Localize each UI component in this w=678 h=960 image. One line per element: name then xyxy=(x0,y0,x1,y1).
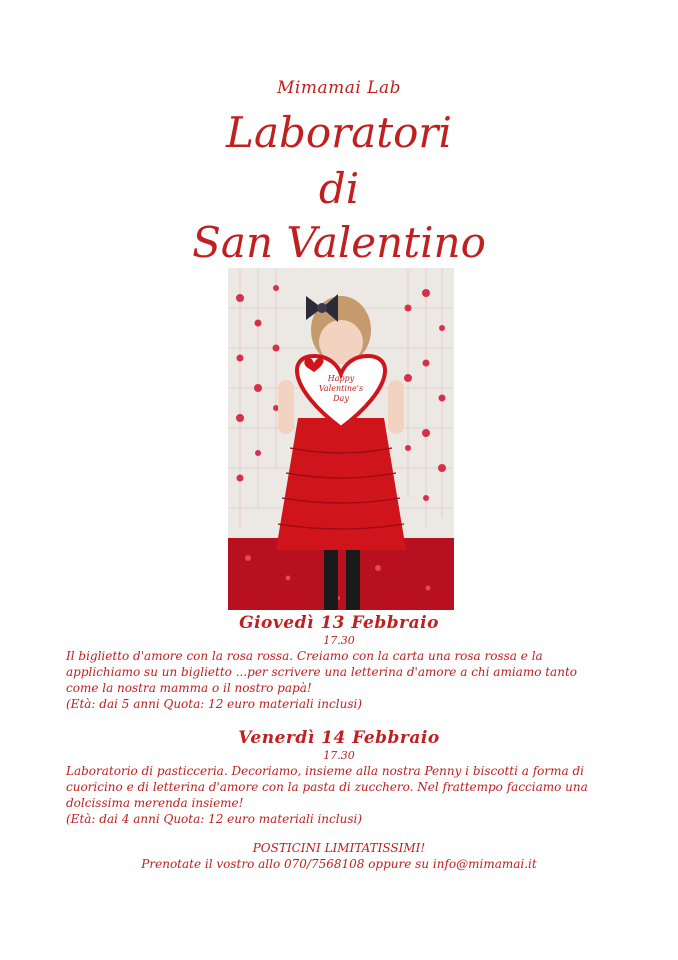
event1-desc-line-1: Il biglietto d'amore con la rosa rossa. Creiamo con la carta una rosa rossa e la xyxy=(66,649,543,663)
event1-time: 17.30 xyxy=(323,634,355,647)
valentine-girl-photo xyxy=(228,268,454,610)
event1-desc-line-2: applichiamo su un biglietto ...per scrivere una letterina d'amore a chi amiamo tanto xyxy=(66,665,577,679)
event1-description xyxy=(66,648,626,712)
card-text-1: Happy xyxy=(327,374,355,383)
booking-contact: Prenotate il vostro allo 070/7568108 oppure su info@mimamai.it xyxy=(141,857,537,871)
card-text-3: Day xyxy=(333,394,349,403)
event2-desc-line-2: cuoricino e di letterina d'amore con la pasta di zucchero. Nel frattempo facciamo una xyxy=(66,780,588,794)
limited-seats-notice: POSTICINI LIMITATISSIMI! xyxy=(252,841,426,855)
event1-title: Giovedì 13 Febbraio xyxy=(239,613,439,633)
event2-description xyxy=(66,763,626,827)
event2-desc-line-3: dolcissima merenda insieme! xyxy=(66,796,244,810)
title-line-1: Laboratori xyxy=(226,108,452,157)
event2-title: Venerdì 14 Febbraio xyxy=(238,728,440,748)
event2-desc-line-1: Laboratorio di pasticceria. Decoriamo, insieme alla nostra Penny i biscotti a forma di xyxy=(66,764,584,778)
event2-time: 17.30 xyxy=(323,749,355,762)
title-line-2: di xyxy=(318,164,360,213)
event2-info: (Età: dai 4 anni Quota: 12 euro materiali inclusi) xyxy=(66,812,362,826)
event1-info: (Età: dai 5 anni Quota: 12 euro materiali inclusi) xyxy=(66,697,362,711)
organizer-name: Mimamai Lab xyxy=(276,78,401,98)
card-text-2: Valentine's xyxy=(318,384,364,393)
event1-desc-line-3: come la nostra mamma o il nostro papà! xyxy=(66,681,312,695)
title-line-3: San Valentino xyxy=(192,218,486,267)
